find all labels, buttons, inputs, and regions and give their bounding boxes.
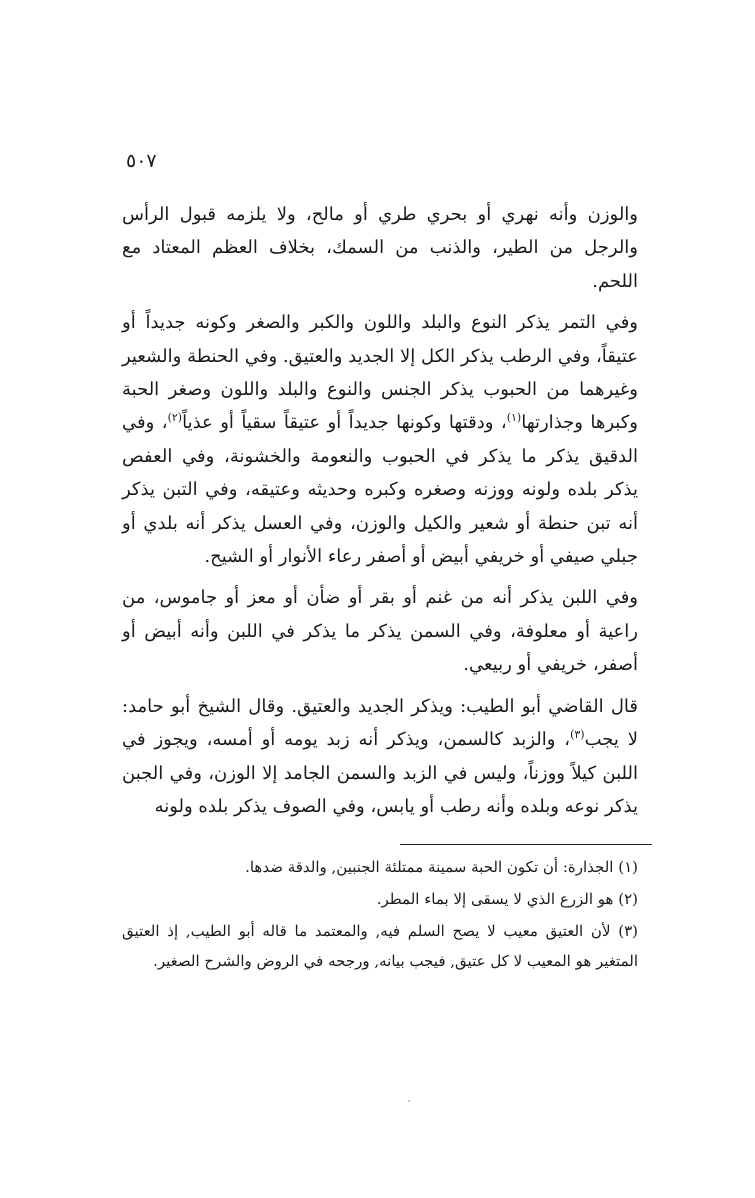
paragraph-4 xyxy=(122,690,638,824)
paragraph-text: وفي اللبن يذكر أنه من غنم أو بقر أو ضأن أو معز أو جاموس، من راعية أو معلوفة، وفي السمن يذكر ما يذكر في اللبن وأنه أبيض أو أصفر، خريفي أو ربيعي. xyxy=(122,587,638,676)
paragraph-3 xyxy=(122,581,638,681)
scan-speck xyxy=(408,1100,410,1102)
paragraph-text: ، ودقتها وكونها جديداً أو عتيقاً سقياً أو عذياً xyxy=(182,412,507,434)
footnote-separator xyxy=(400,844,652,845)
paragraph-text: والوزن وأنه نهري أو بحري طري أو مالح، ولا يلزمه قبول الرأس والرجل من الطير، والذنب من السمك، بخلاف العظم المعتاد مع اللحم. xyxy=(122,204,638,292)
footnote-1: (١) الجذارة: أن تكون الحبة سمينة ممتلئة الجنبين, والدقة ضدها. xyxy=(245,858,638,876)
main-text xyxy=(122,198,638,831)
paragraph-text: ، وفي الدقيق يذكر ما يذكر في الحبوب والنعومة والخشونة، وفي العفص يذكر بلده ولونه ووزنه وصغره وكبره وحديثه وعتيقه، وفي التبن يذكر أنه تبن حنطة أو شعير والكيل والوزن، وفي العسل يذكر أنه بلدي أو جبلي صيفي أو خريفي أبيض أو أصفر رعاء الأنوار أو الشيح. xyxy=(122,412,638,568)
footnote-ref-1[interactable]: (١) xyxy=(506,411,522,425)
paragraph-2 xyxy=(122,306,638,573)
paragraph-text: ، والزبد كالسمن، ويذكر أنه زبد يومه أو أمسه، ويجوز في اللبن كيلاً ووزناً، وليس في الزبد والسمن الجامد إلا الوزن، وفي الجبن يذكر نوعه وبلده وأنه رطب أو يابس، وفي الصوف يذكر بلده ولونه xyxy=(122,729,638,817)
paragraph-text: قال القاضي أبو الطيب: ويذكر الجديد والعتيق. وقال الشيخ أبو حامد: لا يجب xyxy=(122,695,638,751)
footnote-ref-3[interactable]: (٣) xyxy=(570,728,585,742)
footnote-2: (٢) هو الزرع الذي لا يسقى إلا بماء المطر. xyxy=(376,890,638,908)
footnotes xyxy=(122,852,638,978)
paragraph-text: وفي التمر يذكر النوع والبلد واللون والكبر والصغر وكونه جديداً أو عتيقاً، وفي الرطب يذكر الكل إلا الجديد والعتيق. وفي الحنطة والشعير وغيرهما من الحبوب يذكر الجنس والنوع والبلد واللون وصغر الحبة وكبرها وجذارتها xyxy=(122,312,638,434)
footnote-3: (٣) لأن العتيق معيب لا يصح السلم فيه, والمعتمد ما قاله أبو الطيب, إذ العتيق المتغير هو المعيب لا كل عتيق, فيجب بيانه, ورجحه في الروض والشرح الصغير. xyxy=(122,922,638,970)
page-number: ٥٠٧ xyxy=(126,150,157,172)
footnote-ref-2[interactable]: (٢) xyxy=(167,411,183,425)
paragraph-1 xyxy=(122,198,638,298)
